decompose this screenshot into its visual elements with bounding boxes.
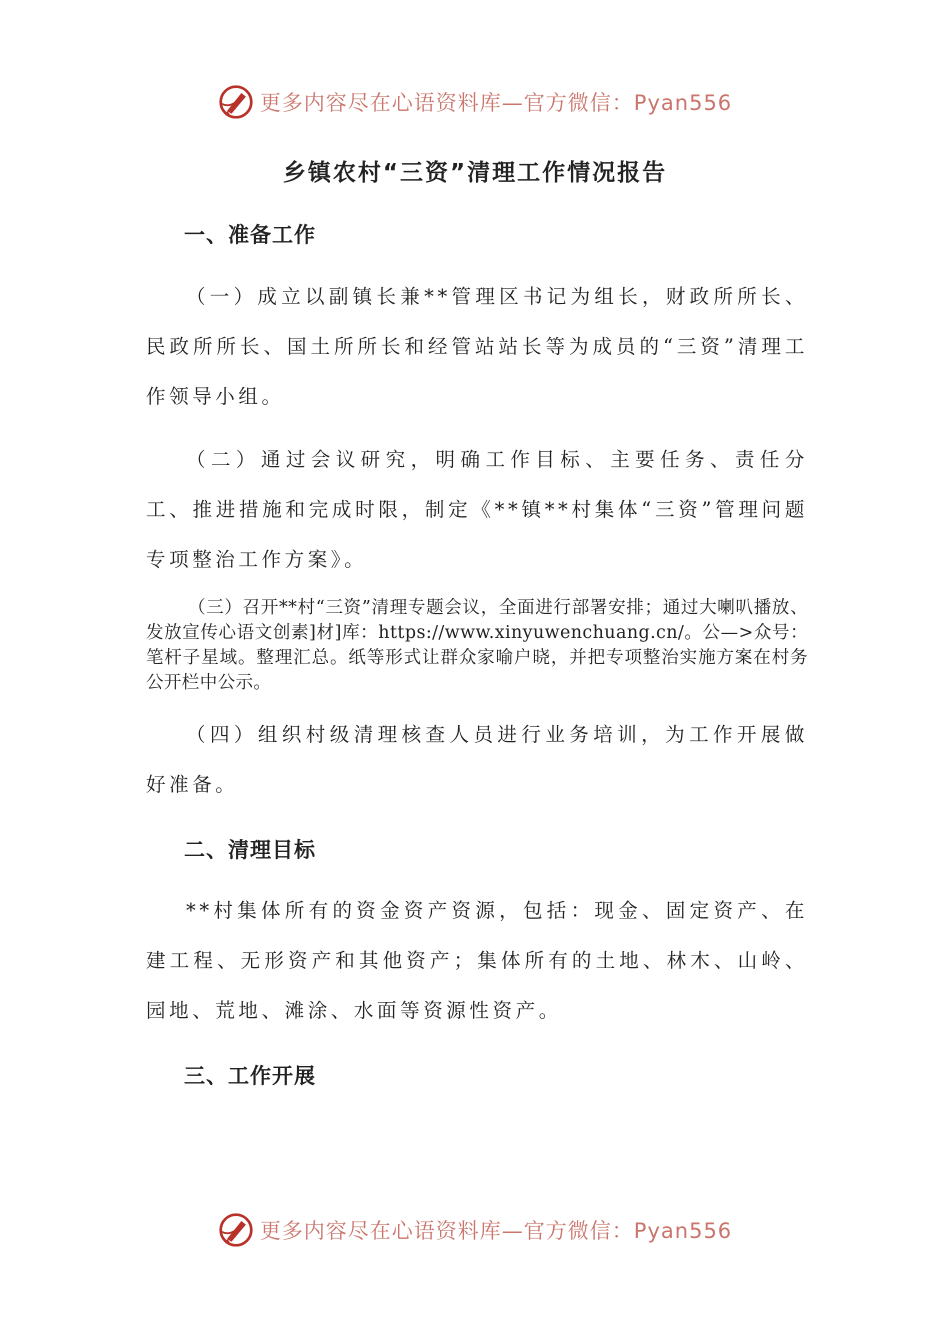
document-title: 乡镇农村“三资”清理工作情况报告 (282, 160, 668, 186)
section-heading-2: 二、清理目标 (184, 838, 316, 862)
paragraph-1-2: （二）通过会议研究，明确工作目标、主要任务、责任分工、推进措施和完成时限，制定《**镇**村集体“三资”管理问题专项整治工作方案》。 (146, 448, 808, 571)
banner-text: 更多内容尽在心语资料库—官方微信：Pyan556 (259, 91, 733, 115)
section-heading-1: 一、准备工作 (184, 223, 316, 247)
paragraph-1-1: （一）成立以副镇长兼**管理区书记为组长，财政所所长、民政所所长、国土所所长和经管站站长等为成员的“三资”清理工作领导小组。 (146, 285, 808, 408)
paragraph-1-3: （三）召开**村“三资”清理专题会议，全面进行部署安排；通过大喇叭播放、发放宣传心语文创素]材]库：https://www.xinyuwenchuang.cn/。公—>众号：笔杆子星域。整理汇总。纸等形式让群众家喻户晓，并把专项整治实施方案在村务公开栏中公示。 (146, 598, 808, 693)
footer-banner (0, 1212, 950, 1248)
paragraph-1-4: （四）组织村级清理核查人员进行业务培训，为工作开展做好准备。 (146, 723, 808, 796)
banner-text: 更多内容尽在心语资料库—官方微信：Pyan556 (259, 1219, 733, 1243)
section-heading-3: 三、工作开展 (184, 1064, 316, 1088)
pen-logo-icon (218, 1212, 254, 1248)
paragraph-2-1: **村集体所有的资金资产资源，包括：现金、固定资产、在建工程、无形资产和其他资产；集体所有的土地、林木、山岭、园地、荒地、滩涂、水面等资源性资产。 (146, 899, 808, 1022)
pen-logo-icon (218, 84, 254, 120)
header-banner (0, 84, 950, 120)
